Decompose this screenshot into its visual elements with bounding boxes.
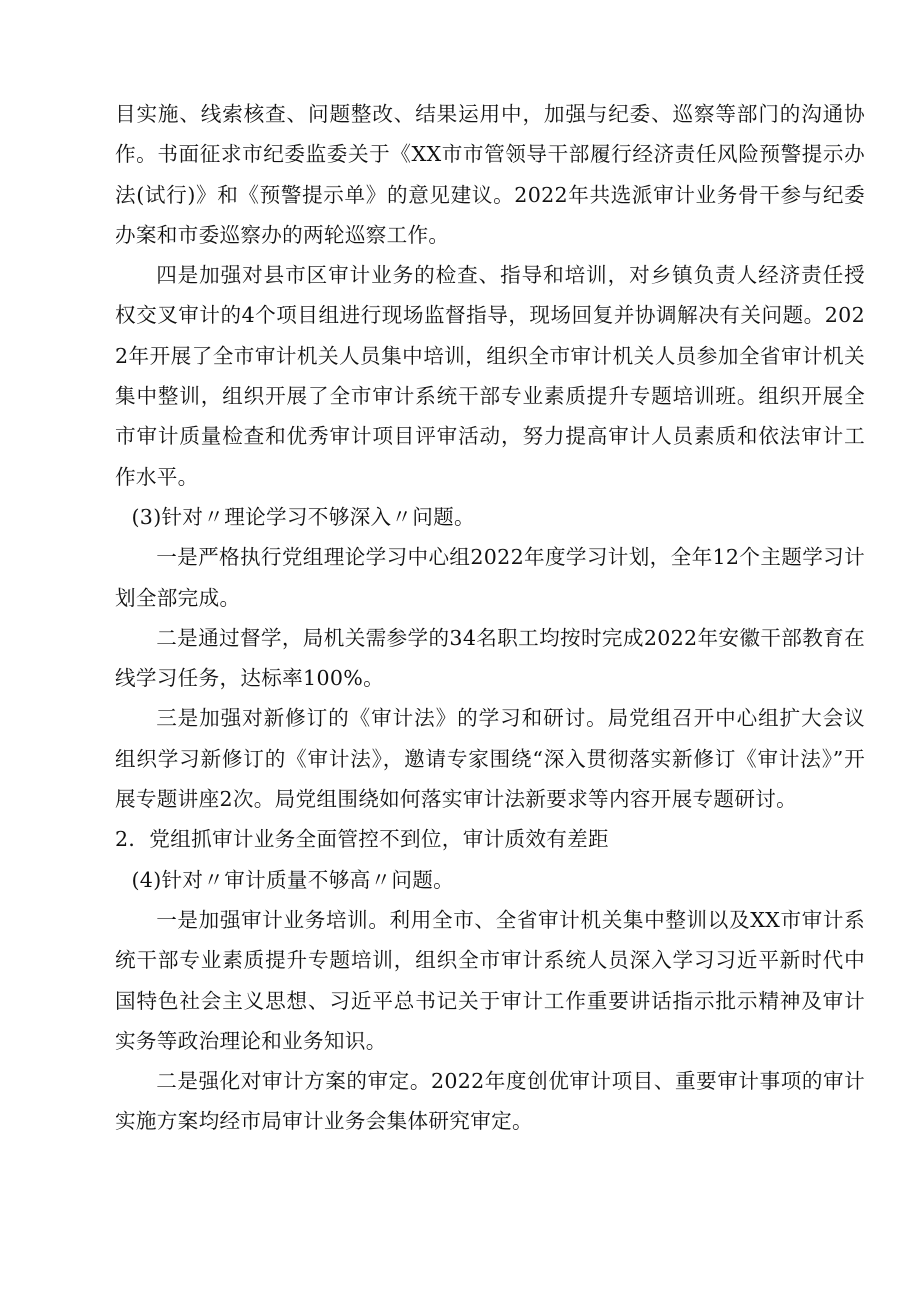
paragraph-item-two: 二是通过督学，局机关需参学的34名职工均按时完成2022年安徽干部教育在线学习任务，达标率100%。 — [115, 625, 865, 691]
paragraph-training: 一是加强审计业务培训。利用全市、全省审计机关集中整训以及XX市审计系统干部专业素质提升专题培训，组织全市审计系统人员深入学习习近平新时代中国特色社会主义思想、习近平总书记关于审计工作重要讲话指示批示精神及审计实务等政治理论和业务知识。 — [115, 907, 865, 1053]
paragraph-item-four: 四是加强对县市区审计业务的检查、指导和培训，对乡镇负责人经济责任授权交叉审计的4个项目组进行现场监督指导，现场回复并协调解决有关问题。2022年开展了全市审计机关人员集中培训，组织全市审计机关人员参加全省审计机关集中整训，组织开展了全市审计系统干部专业素质提升专题培训班。组织开展全市审计质量检查和优秀审计项目评审活动，努力提高审计人员素质和依法审计工作水平。 — [115, 263, 865, 489]
section-heading-2: 2．党组抓审计业务全面管控不到位，审计质效有差距 — [115, 827, 609, 852]
paragraph-continuation: 目实施、线索核查、问题整改、结果运用中，加强与纪委、巡察等部门的沟通协作。书面征求市纪委监委关于《XX市市管领导干部履行经济责任风险预警提示办法(试行)》和《预警提示单》的意见建议。2022年共选派审计业务骨干参与纪委办案和市委巡察办的两轮巡察工作。 — [115, 102, 865, 247]
paragraph-item-one: 一是严格执行党组理论学习中心组2022年度学习计划，全年12个主题学习计划全部完成。 — [115, 545, 865, 610]
subheading-item-4: (4)针对〃审计质量不够高〃问题。 — [131, 867, 455, 892]
paragraph-plan-review: 二是强化对审计方案的审定。2022年度创优审计项目、重要审计事项的审计实施方案均经市局审计业务会集体研究审定。 — [115, 1069, 865, 1134]
subheading-item-3: (3)针对〃理论学习不够深入〃问题。 — [131, 504, 475, 529]
document-body — [115, 94, 865, 1142]
paragraph-item-three: 三是加强对新修订的《审计法》的学习和研讨。局党组召开中心组扩大会议组织学习新修订的《审计法》，邀请专家围绕“深入贯彻落实新修订《审计法》”开展专题讲座2次。局党组围绕如何落实审计法新要求等内容开展专题研讨。 — [115, 706, 865, 812]
